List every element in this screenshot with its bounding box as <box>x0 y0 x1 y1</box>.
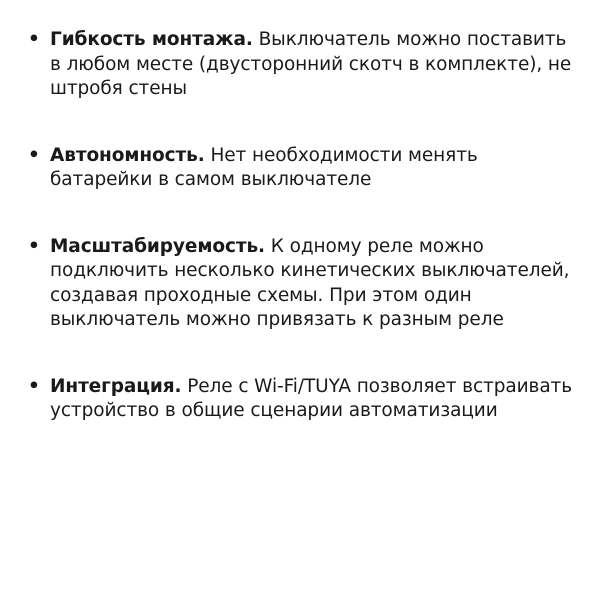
feature-text: Выключатель можно поставить в любом месте (двусторонний скотч в комплекте), не штробя стены <box>50 29 572 99</box>
feature-title: Автономность. <box>50 144 205 166</box>
feature-list <box>26 28 578 424</box>
bullet-icon: • <box>28 29 40 50</box>
feature-title: Гибкость монтажа. <box>50 29 253 50</box>
feature-title: Масштабируемость. <box>50 235 265 257</box>
feature-text: К одному реле можно подключить несколько кинетических выключателей, создавая проходные схемы. При этом один выключатель можно привязать к разным реле <box>50 235 570 330</box>
feature-text: Реле с Wi-Fi/TUYA позволяет встраивать устройство в общие сценарии автоматизации <box>50 375 573 421</box>
feature-item-mounting <box>26 28 578 102</box>
bullet-icon: • <box>28 144 40 166</box>
bullet-icon: • <box>28 235 40 257</box>
feature-item-autonomy <box>26 144 578 193</box>
feature-title: Интеграция. <box>50 375 182 397</box>
feature-item-integration <box>26 375 578 424</box>
feature-item-scalability <box>26 235 578 333</box>
bullet-icon: • <box>28 375 40 397</box>
feature-text: Нет необходимости менять батарейки в самом выключателе <box>50 144 478 190</box>
